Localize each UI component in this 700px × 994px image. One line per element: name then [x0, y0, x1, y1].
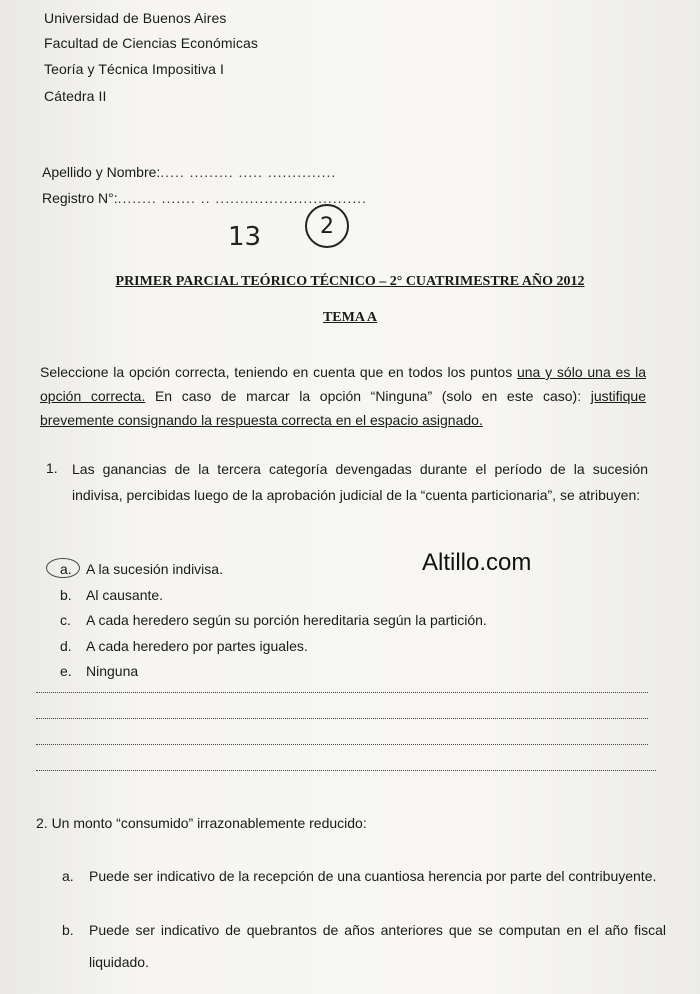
option-letter: a. [60, 561, 72, 577]
question1-number: 1. [46, 460, 58, 476]
handwritten-number: 13 [228, 222, 262, 252]
handwritten-circled-number: 2 [305, 204, 349, 248]
option-letter: b. [60, 587, 72, 603]
option-text: A cada heredero por partes iguales. [86, 638, 308, 654]
option-letter: b. [62, 922, 74, 938]
instructions-part4: justifique brevemente consignando la respuesta correcta en el espacio asignado. [40, 388, 646, 428]
question2-option-a [62, 860, 666, 892]
option-text: Al causante. [86, 587, 164, 603]
question1-option-e [60, 663, 138, 679]
question2-option-b [62, 914, 666, 978]
instructions-part1: Seleccione la opción correcta, teniendo en cuenta que en todos los puntos [40, 364, 517, 380]
option-letter: c. [60, 612, 71, 628]
question1-option-b [60, 587, 163, 603]
option-text: Puede ser indicativo de la recepción de una cuantiosa herencia por parte del contribuyente. [89, 868, 657, 884]
option-letter: e. [60, 663, 72, 679]
question1-option-c [60, 612, 487, 628]
name-dots: ..... ......... ..... .............. [160, 164, 337, 180]
name-field [42, 164, 336, 180]
option-letter: a. [62, 868, 74, 884]
answer-line [36, 718, 648, 719]
question1-option-d [60, 638, 308, 654]
faculty-name: Facultad de Ciencias Económicas [44, 35, 258, 51]
name-label: Apellido y Nombre: [42, 164, 161, 180]
exam-theme: TEMA A [322, 310, 378, 325]
answer-line [36, 692, 648, 693]
university-name: Universidad de Buenos Aires [44, 10, 227, 26]
option-text: A la sucesión indivisa. [86, 561, 223, 577]
subject-name: Teoría y Técnica Impositiva I [44, 61, 225, 77]
option-letter: d. [60, 638, 72, 654]
chair-name: Cátedra II [44, 88, 107, 104]
option-text: Ninguna [86, 663, 139, 679]
instructions-part2: una y sólo una es la opción correcta. [40, 364, 647, 404]
watermark: Altillo.com [422, 549, 532, 576]
question1-option-a [60, 561, 223, 577]
instructions [40, 360, 646, 432]
registry-dots: ........ ....... .. ............................... [117, 190, 367, 206]
answer-line [36, 744, 648, 745]
registry-field [42, 190, 367, 206]
option-text: A cada heredero según su porción hereditaria según la partición. [86, 612, 487, 628]
question2-text: 2. Un monto “consumido” irrazonablemente reducido: [36, 815, 367, 831]
answer-line [36, 770, 656, 771]
exam-title: PRIMER PARCIAL TEÓRICO TÉCNICO – 2° CUATRIMESTRE AÑO 2012 [115, 274, 585, 289]
instructions-part3: En caso de marcar la opción “Ninguna” (solo en este caso): [145, 388, 591, 404]
question1-text: Las ganancias de la tercera categoría devengadas durante el período de la sucesión indivisa, percibidas luego de la aprobación judicial de la “cuenta particionaria”, se atribuyen: [72, 461, 648, 503]
option-text: Puede ser indicativo de quebrantos de años anteriores que se computan en el año fiscal liquidado. [89, 922, 666, 970]
registry-label: Registro N°: [42, 190, 118, 206]
